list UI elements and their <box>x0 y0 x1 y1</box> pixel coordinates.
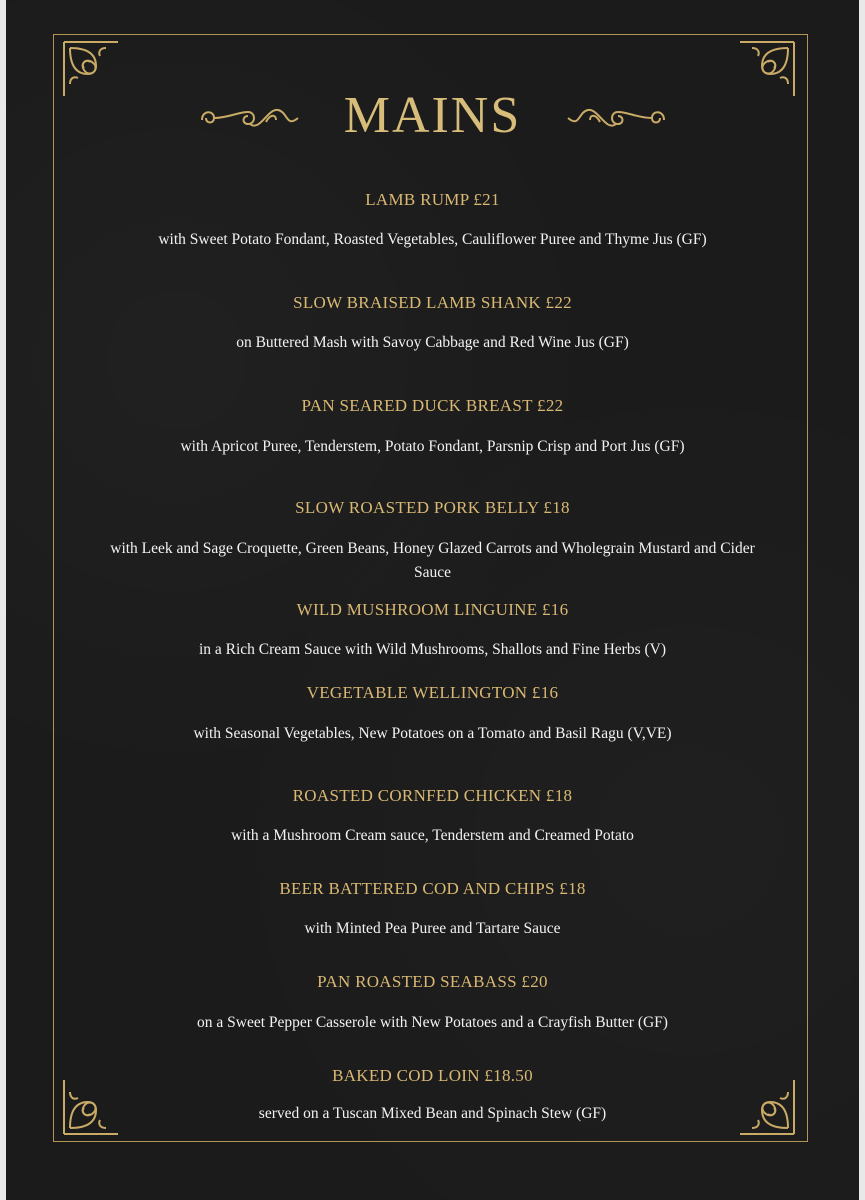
menu-item-name: SLOW BRAISED LAMB SHANK £22 <box>293 293 572 312</box>
menu-item-description: with Apricot Puree, Tenderstem, Potato Fondant, Parsnip Crisp and Port Jus (GF) <box>180 438 685 455</box>
menu-item-name: VEGETABLE WELLINGTON £16 <box>306 683 559 702</box>
menu-item-description: on Buttered Mash with Savoy Cabbage and Red Wine Jus (GF) <box>236 334 629 351</box>
menu-item-description: in a Rich Cream Sauce with Wild Mushrooms, Shallots and Fine Herbs (V) <box>198 641 667 658</box>
menu-item-description: with Seasonal Vegetables, New Potatoes on a Tomato and Basil Ragu (V,VE) <box>193 725 672 742</box>
menu-item-description: with a Mushroom Cream sauce, Tenderstem and Creamed Potato <box>231 827 634 844</box>
menu-item-name: BEER BATTERED COD AND CHIPS £18 <box>279 879 586 898</box>
menu-item-name: BAKED COD LOIN £18.50 <box>332 1066 533 1085</box>
menu-item-name: WILD MUSHROOM LINGUINE £16 <box>296 600 569 619</box>
menu-item-description: with Minted Pea Puree and Tartare Sauce <box>304 920 561 937</box>
menu-item-description: with Sweet Potato Fondant, Roasted Vegetables, Cauliflower Puree and Thyme Jus (GF) <box>158 231 707 248</box>
menu-item-description: on a Sweet Pepper Casserole with New Potatoes and a Crayfish Butter (GF) <box>197 1014 668 1031</box>
menu-title: MAINS <box>343 87 522 144</box>
menu-item-description: with Leek and Sage Croquette, Green Beans, Honey Glazed Carrots and Wholegrain Mustard and Cider Sauce <box>110 540 755 581</box>
menu-item-name: ROASTED CORNFED CHICKEN £18 <box>292 786 573 805</box>
menu-item-name: PAN SEARED DUCK BREAST £22 <box>301 396 564 415</box>
menu-item-name: PAN ROASTED SEABASS £20 <box>317 972 548 991</box>
flourish-right-icon <box>564 98 668 134</box>
menu-item-name: LAMB RUMP £21 <box>365 190 500 209</box>
menu-item-name: SLOW ROASTED PORK BELLY £18 <box>295 498 570 517</box>
title-row <box>0 86 865 146</box>
menu-item-description: served on a Tuscan Mixed Bean and Spinach Stew (GF) <box>258 1105 607 1122</box>
